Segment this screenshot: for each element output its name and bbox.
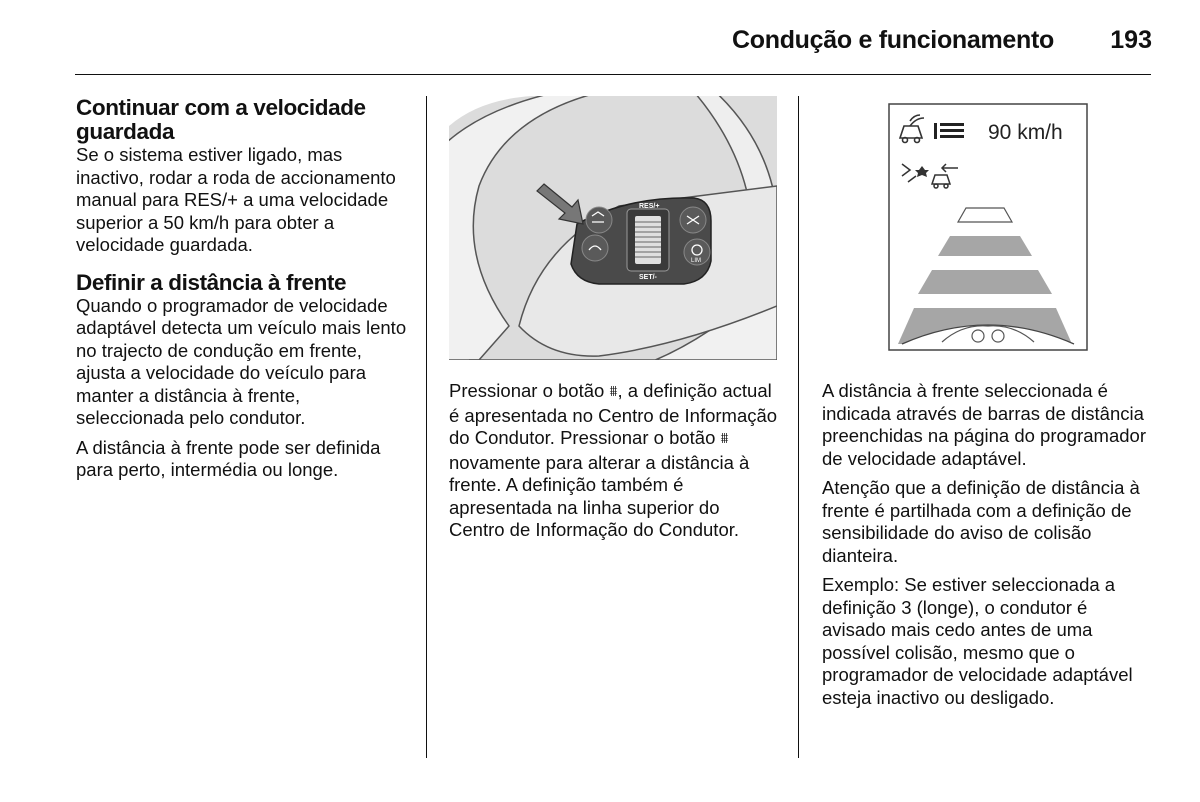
paragraph-follow-distance-2: A distância à frente pode ser definida para perto, intermédia ou longe. — [76, 436, 381, 480]
header-divider — [75, 74, 1151, 75]
column-middle — [449, 96, 779, 542]
page-number: 193 — [1110, 26, 1152, 54]
distance-bar-2 — [938, 236, 1032, 256]
section-title-continue-speed: Continuar com a velocidade guardada — [76, 95, 366, 144]
paragraph-shared-setting: Atenção que a definição de distância à frente é partilhada com a definição de sensibilidade do aviso de colisão dianteira. — [822, 477, 1140, 566]
following-distance-icon: ⩩ — [720, 430, 729, 447]
column-right — [822, 96, 1152, 709]
display-speed: 90 km/h — [988, 121, 1063, 144]
section-text-continue-speed: Se o sistema estiver ligado, mas inactivo, rodar a roda de accionamento manual para RES/+ a uma velocidade superior a 50 km/h para obter a velocidade guardada. — [76, 144, 396, 255]
set-label: SET/- — [639, 274, 657, 281]
column-left — [76, 96, 410, 482]
steering-wheel-figure — [449, 96, 777, 360]
paragraph-distance-indicated: A distância à frente seleccionada é indicada através de barras de distância preenchidas na página do programador de velocidade adaptável. — [822, 380, 1146, 469]
display-figure — [822, 96, 1150, 360]
paragraph-distance-button: Pressionar o botão ⩩, a definição actual é apresentada no Centro de Informação do Condutor. Pressionar o botão ⩩ novamente para alterar a distância à frente. A definição também é apresentada na linha superior do Centro de Informação do Condutor. — [449, 380, 778, 540]
column-divider-2 — [798, 96, 799, 758]
distance-bar-3 — [918, 270, 1052, 294]
steering-wheel-illustration — [449, 96, 777, 360]
paragraph-follow-distance-1: Quando o programador de velocidade adaptável detecta um veículo mais lento no trajecto de condução em frente, ajusta a velocidade do veículo para manter a distância à frente, seleccionada pelo condutor. — [76, 294, 407, 428]
chapter-title: Condução e funcionamento — [732, 26, 1054, 54]
lim-label: LIM — [691, 258, 702, 264]
res-label: RES/+ — [639, 203, 660, 210]
following-distance-icon: ⩩ — [609, 383, 618, 400]
page-header — [0, 0, 1200, 76]
column-divider-1 — [426, 96, 427, 758]
distance-bar-1 — [958, 208, 1012, 222]
paragraph-example: Exemplo: Se estiver seleccionada a definição 3 (longe), o condutor é avisado mais cedo antes de uma possível colisão, mesmo que o programador de velocidade adaptável esteja inactivo ou desligado. — [822, 574, 1133, 708]
driver-info-display — [822, 96, 1150, 360]
section-title-follow-distance: Definir a distância à frente — [76, 269, 347, 295]
